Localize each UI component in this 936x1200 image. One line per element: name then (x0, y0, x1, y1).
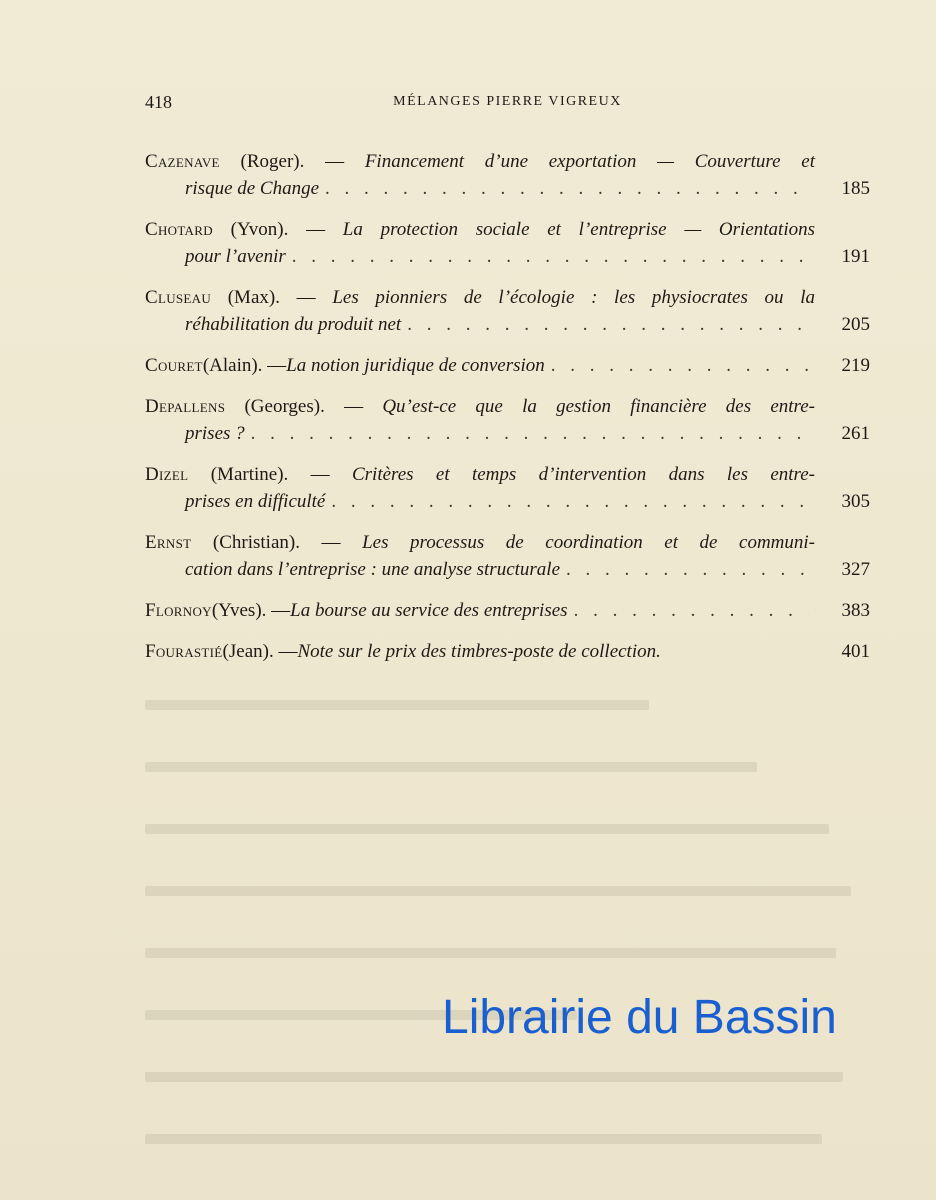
toc-entry (145, 284, 870, 338)
entry-title: La notion juridique de conversion (286, 355, 545, 376)
entry-page-number: 261 (841, 423, 870, 444)
leader-dots (574, 597, 809, 624)
leader-dots (325, 175, 809, 202)
entry-title-line2: pour l’avenir (185, 246, 286, 267)
entry-author: Flornoy (145, 600, 212, 621)
leader-dots (251, 420, 809, 447)
toc-entry (145, 461, 870, 515)
running-title: MÉLANGES PIERRE VIGREUX (393, 94, 622, 109)
entry-first-name: (Martine). — (188, 464, 352, 485)
entry-author: Ernst (145, 532, 192, 553)
entry-title-line2: prises en difficulté (185, 491, 326, 512)
show-through-text (145, 700, 865, 1180)
entry-first-name: (Yves). — (211, 600, 291, 621)
entry-page-number: 205 (841, 314, 870, 335)
entry-title: La bourse au service des entreprises (290, 600, 568, 621)
entry-page-number: 191 (841, 246, 870, 267)
entry-title: Note sur le prix des timbres-poste de collection. (297, 641, 661, 662)
page-number: 418 (145, 92, 172, 112)
toc-entry (145, 597, 870, 624)
toc-entry (145, 529, 870, 583)
entry-first-name: (Max). — (211, 287, 333, 308)
entry-first-name: (Christian). — (191, 532, 363, 553)
table-of-contents (145, 148, 870, 679)
toc-entry (145, 352, 870, 379)
entry-title-line1: Financement d’une exportation — Couverture et (364, 151, 815, 172)
leader-dots (566, 556, 809, 583)
toc-entry (145, 393, 870, 447)
entry-page-number: 219 (841, 355, 870, 376)
bookseller-watermark: Librairie du Bassin (442, 991, 837, 1044)
entry-title-line1: Les processus de coordination et de communi- (362, 532, 815, 553)
entry-title-line2: risque de Change (185, 178, 320, 199)
entry-author: Cazenave (145, 151, 220, 172)
leader-dots (551, 352, 809, 379)
entry-first-name: (Jean). — (222, 641, 298, 662)
entry-author: Fourastié (145, 641, 223, 662)
entry-title-line1: Qu’est-ce que la gestion financière des entre- (382, 396, 815, 417)
leader-dots (407, 311, 809, 338)
entry-first-name: (Alain). — (202, 355, 287, 376)
entry-author: Depallens (145, 396, 226, 417)
entry-page-number: 401 (841, 641, 870, 662)
leader-dots (292, 243, 809, 270)
entry-author: Dizel (145, 464, 189, 485)
entry-page-number: 305 (841, 491, 870, 512)
entry-first-name: (Yvon). — (212, 219, 343, 240)
entry-title-line1: Critères et temps d’intervention dans les entre- (351, 464, 815, 485)
toc-entry (145, 216, 870, 270)
entry-title-line1: La protection sociale et l’entreprise — Orientations (342, 219, 815, 240)
entry-page-number: 327 (841, 559, 870, 580)
entry-page-number: 185 (841, 178, 870, 199)
entry-author: Cluseau (145, 287, 212, 308)
entry-first-name: (Georges). — (225, 396, 383, 417)
toc-entry (145, 148, 870, 202)
entry-title-line1: Les pionniers de l’écologie : les physiocrates ou la (332, 287, 815, 308)
toc-entry (145, 638, 870, 665)
entry-author: Couret (145, 355, 203, 376)
entry-author: Chotard (145, 219, 213, 240)
leader-dots (331, 488, 809, 515)
entry-title-line2: cation dans l’entreprise : une analyse structurale (185, 559, 561, 580)
entry-title-line2: réhabilitation du produit net (185, 314, 402, 335)
entry-title-line2: prises ? (185, 423, 245, 444)
entry-page-number: 383 (841, 600, 870, 621)
entry-first-name: (Roger). — (219, 151, 365, 172)
page-header (145, 92, 870, 116)
